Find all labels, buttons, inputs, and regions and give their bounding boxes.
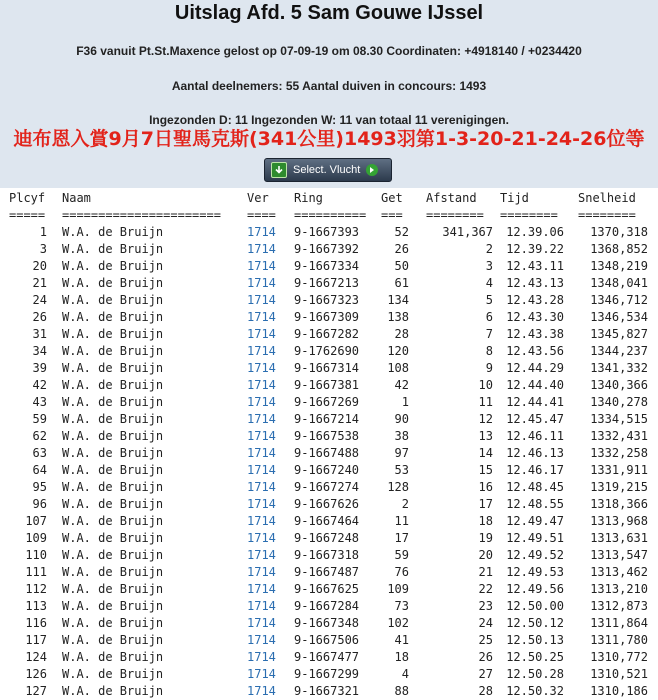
col-plcyf: Plcyf xyxy=(9,191,46,205)
table-row xyxy=(0,309,658,326)
underline-ring: ========== xyxy=(294,208,367,222)
cell-ver-link[interactable]: 1714 xyxy=(247,480,276,494)
cell-plcyf: 111 xyxy=(25,565,47,579)
cell-ring: 9-1762690 xyxy=(294,344,360,358)
cell-plcyf: 39 xyxy=(32,361,47,375)
cell-snelheid: 1332,431 xyxy=(590,429,648,443)
table-row xyxy=(0,649,658,666)
cell-plcyf: 124 xyxy=(25,650,47,664)
cell-get: 102 xyxy=(387,616,409,630)
cell-naam: W.A. de Bruijn xyxy=(62,684,164,698)
underline-plcyf: ===== xyxy=(9,208,46,222)
cell-snelheid: 1332,258 xyxy=(590,446,648,460)
cell-get: 4 xyxy=(401,667,409,681)
underline-afstand: ======== xyxy=(426,208,484,222)
cell-snelheid: 1370,318 xyxy=(590,225,648,239)
cell-naam: W.A. de Bruijn xyxy=(62,599,164,613)
cell-snelheid: 1340,366 xyxy=(590,378,648,392)
cell-afstand: 11 xyxy=(478,395,493,409)
cell-ring: 9-1667309 xyxy=(294,310,360,324)
col-naam: Naam xyxy=(62,191,91,205)
cell-plcyf: 26 xyxy=(32,310,47,324)
cell-get: 28 xyxy=(394,327,409,341)
cell-ring: 9-1667282 xyxy=(294,327,360,341)
table-row xyxy=(0,360,658,377)
cell-tijd: 12.46.13 xyxy=(506,446,564,460)
cell-ver-link[interactable]: 1714 xyxy=(247,225,276,239)
cell-naam: W.A. de Bruijn xyxy=(62,582,164,596)
cell-ring: 9-1667240 xyxy=(294,463,360,477)
cell-afstand: 26 xyxy=(478,650,493,664)
cell-get: 97 xyxy=(394,446,409,460)
cell-naam: W.A. de Bruijn xyxy=(62,633,164,647)
cell-get: 128 xyxy=(387,480,409,494)
cell-plcyf: 110 xyxy=(25,548,47,562)
cell-afstand: 24 xyxy=(478,616,493,630)
cell-naam: W.A. de Bruijn xyxy=(62,412,164,426)
cell-plcyf: 127 xyxy=(25,684,47,698)
cell-snelheid: 1310,521 xyxy=(590,667,648,681)
cell-ver-link[interactable]: 1714 xyxy=(247,548,276,562)
cell-snelheid: 1313,547 xyxy=(590,548,648,562)
cell-ring: 9-1667625 xyxy=(294,582,360,596)
cell-snelheid: 1311,780 xyxy=(590,633,648,647)
cell-plcyf: 20 xyxy=(32,259,47,273)
cell-ver-link[interactable]: 1714 xyxy=(247,650,276,664)
page-title: Uitslag Afd. 5 Sam Gouwe IJssel xyxy=(174,2,484,24)
cell-afstand: 28 xyxy=(478,684,493,698)
cell-get: 52 xyxy=(394,225,409,239)
cell-afstand: 23 xyxy=(478,599,493,613)
cell-naam: W.A. de Bruijn xyxy=(62,480,164,494)
cell-ver-link[interactable]: 1714 xyxy=(247,565,276,579)
cell-tijd: 12.43.13 xyxy=(506,276,564,290)
table-row xyxy=(0,666,658,683)
clubs-info: Ingezonden D: 11 Ingezonden W: 11 van totaal 11 verenigingen. xyxy=(149,113,509,127)
cell-ring: 9-1667393 xyxy=(294,225,360,239)
table-row xyxy=(0,258,658,275)
table-body xyxy=(0,224,658,700)
col-afstand: Afstand xyxy=(426,191,477,205)
cell-get: 38 xyxy=(394,429,409,443)
underline-ver: ==== xyxy=(247,208,276,222)
cell-afstand: 10 xyxy=(478,378,493,392)
cell-plcyf: 109 xyxy=(25,531,47,545)
cell-afstand: 5 xyxy=(485,293,493,307)
cell-afstand: 19 xyxy=(478,531,493,545)
cell-naam: W.A. de Bruijn xyxy=(62,276,164,290)
cell-afstand: 8 xyxy=(485,344,493,358)
table-row xyxy=(0,394,658,411)
cell-ver-link[interactable]: 1714 xyxy=(247,344,276,358)
cell-get: 134 xyxy=(387,293,409,307)
cell-ver-link[interactable]: 1714 xyxy=(247,633,276,647)
cell-ring: 9-1667321 xyxy=(294,684,360,698)
select-flight-label: Select. Vlucht xyxy=(293,164,361,176)
cell-ring: 9-1667477 xyxy=(294,650,360,664)
cell-get: 50 xyxy=(394,259,409,273)
cell-snelheid: 1346,712 xyxy=(590,293,648,307)
cell-naam: W.A. de Bruijn xyxy=(62,293,164,307)
cell-plcyf: 34 xyxy=(32,344,47,358)
cell-plcyf: 107 xyxy=(25,514,47,528)
table-row xyxy=(0,326,658,343)
underline-snelheid: ======== xyxy=(578,208,636,222)
cell-plcyf: 31 xyxy=(32,327,47,341)
cell-plcyf: 64 xyxy=(32,463,47,477)
cell-ver-link[interactable]: 1714 xyxy=(247,599,276,613)
cell-plcyf: 3 xyxy=(39,242,47,256)
cell-snelheid: 1319,215 xyxy=(590,480,648,494)
cell-plcyf: 63 xyxy=(32,446,47,460)
cell-ring: 9-1667269 xyxy=(294,395,360,409)
cell-naam: W.A. de Bruijn xyxy=(62,463,164,477)
cell-afstand: 2 xyxy=(485,242,493,256)
cell-naam: W.A. de Bruijn xyxy=(62,344,164,358)
cell-snelheid: 1313,968 xyxy=(590,514,648,528)
table-row xyxy=(0,428,658,445)
table-row xyxy=(0,241,658,258)
cell-ring: 9-1667314 xyxy=(294,361,360,375)
cell-ring: 9-1667284 xyxy=(294,599,360,613)
cell-tijd: 12.48.45 xyxy=(506,480,564,494)
cell-naam: W.A. de Bruijn xyxy=(62,395,164,409)
cell-ver-link[interactable]: 1714 xyxy=(247,361,276,375)
cell-get: 138 xyxy=(387,310,409,324)
cell-snelheid: 1331,911 xyxy=(590,463,648,477)
cell-get: 76 xyxy=(394,565,409,579)
table-row xyxy=(0,275,658,292)
flight-info: F36 vanuit Pt.St.Maxence gelost op 07-09-19 om 08.30 Coordinaten: +4918140 / +0234420 xyxy=(76,44,582,58)
cell-ver-link[interactable]: 1714 xyxy=(247,514,276,528)
cell-afstand: 27 xyxy=(478,667,493,681)
cell-ring: 9-1667464 xyxy=(294,514,360,528)
cell-tijd: 12.39.06 xyxy=(506,225,564,239)
table-header-row xyxy=(0,190,658,207)
cell-ver-link[interactable]: 1714 xyxy=(247,293,276,307)
cell-tijd: 12.50.32 xyxy=(506,684,564,698)
table-row xyxy=(0,224,658,241)
cell-ver-link[interactable]: 1714 xyxy=(247,259,276,273)
cell-tijd: 12.45.47 xyxy=(506,412,564,426)
cell-afstand: 6 xyxy=(485,310,493,324)
cell-snelheid: 1348,219 xyxy=(590,259,648,273)
cell-tijd: 12.50.28 xyxy=(506,667,564,681)
cell-get: 53 xyxy=(394,463,409,477)
cell-plcyf: 112 xyxy=(25,582,47,596)
cell-naam: W.A. de Bruijn xyxy=(62,310,164,324)
table-row xyxy=(0,462,658,479)
cell-ver-link[interactable]: 1714 xyxy=(247,582,276,596)
cell-afstand: 4 xyxy=(485,276,493,290)
cell-ring: 9-1667213 xyxy=(294,276,360,290)
cell-tijd: 12.50.00 xyxy=(506,599,564,613)
cell-afstand: 9 xyxy=(485,361,493,375)
cell-afstand: 15 xyxy=(478,463,493,477)
cell-naam: W.A. de Bruijn xyxy=(62,497,164,511)
cell-get: 120 xyxy=(387,344,409,358)
cell-ring: 9-1667214 xyxy=(294,412,360,426)
cell-afstand: 16 xyxy=(478,480,493,494)
cell-afstand: 25 xyxy=(478,633,493,647)
cell-afstand: 18 xyxy=(478,514,493,528)
cell-snelheid: 1318,366 xyxy=(590,497,648,511)
cell-naam: W.A. de Bruijn xyxy=(62,225,164,239)
cell-ring: 9-1667538 xyxy=(294,429,360,443)
cell-ver-link[interactable]: 1714 xyxy=(247,616,276,630)
cell-afstand: 20 xyxy=(478,548,493,562)
cell-afstand: 17 xyxy=(478,497,493,511)
cell-get: 61 xyxy=(394,276,409,290)
table-row xyxy=(0,411,658,428)
cell-get: 41 xyxy=(394,633,409,647)
cell-naam: W.A. de Bruijn xyxy=(62,327,164,341)
cell-plcyf: 24 xyxy=(32,293,47,307)
table-header-underline xyxy=(0,207,658,224)
cell-snelheid: 1311,864 xyxy=(590,616,648,630)
cell-tijd: 12.49.47 xyxy=(506,514,564,528)
cell-tijd: 12.43.38 xyxy=(506,327,564,341)
cell-tijd: 12.43.11 xyxy=(506,259,564,273)
participants-info: Aantal deelnemers: 55 Aantal duiven in concours: 1493 xyxy=(171,79,487,93)
cell-naam: W.A. de Bruijn xyxy=(62,650,164,664)
cell-afstand: 341,367 xyxy=(442,225,493,239)
underline-tijd: ======== xyxy=(500,208,558,222)
cell-ring: 9-1667506 xyxy=(294,633,360,647)
cell-ring: 9-1667381 xyxy=(294,378,360,392)
cell-plcyf: 62 xyxy=(32,429,47,443)
cell-ring: 9-1667626 xyxy=(294,497,360,511)
cell-afstand: 7 xyxy=(485,327,493,341)
cell-plcyf: 116 xyxy=(25,616,47,630)
chinese-note: 迪布恩入賞9月7日聖馬克斯(341公里)1493羽第1-3-20-21-24-26位等 xyxy=(13,128,645,150)
cell-plcyf: 59 xyxy=(32,412,47,426)
cell-tijd: 12.49.53 xyxy=(506,565,564,579)
underline-get: === xyxy=(381,208,403,222)
cell-get: 18 xyxy=(394,650,409,664)
cell-afstand: 13 xyxy=(478,429,493,443)
col-tijd: Tijd xyxy=(500,191,529,205)
cell-tijd: 12.49.52 xyxy=(506,548,564,562)
cell-ring: 9-1667274 xyxy=(294,480,360,494)
cell-get: 26 xyxy=(394,242,409,256)
col-ring: Ring xyxy=(294,191,323,205)
cell-afstand: 21 xyxy=(478,565,493,579)
table-row xyxy=(0,564,658,581)
table-row xyxy=(0,581,658,598)
table-row xyxy=(0,513,658,530)
cell-ring: 9-1667248 xyxy=(294,531,360,545)
cell-ver-link[interactable]: 1714 xyxy=(247,412,276,426)
arrow-right-icon xyxy=(366,164,378,176)
cell-ver-link[interactable]: 1714 xyxy=(247,378,276,392)
cell-tijd: 12.50.13 xyxy=(506,633,564,647)
cell-get: 59 xyxy=(394,548,409,562)
cell-ring: 9-1667487 xyxy=(294,565,360,579)
col-get: Get xyxy=(381,191,403,205)
cell-tijd: 12.43.28 xyxy=(506,293,564,307)
cell-ver-link[interactable]: 1714 xyxy=(247,531,276,545)
select-flight-button[interactable] xyxy=(264,158,392,182)
cell-afstand: 3 xyxy=(485,259,493,273)
cell-tijd: 12.43.56 xyxy=(506,344,564,358)
cell-get: 109 xyxy=(387,582,409,596)
cell-tijd: 12.49.51 xyxy=(506,531,564,545)
cell-plcyf: 113 xyxy=(25,599,47,613)
cell-ring: 9-1667323 xyxy=(294,293,360,307)
cell-tijd: 12.49.56 xyxy=(506,582,564,596)
cell-snelheid: 1345,827 xyxy=(590,327,648,341)
cell-plcyf: 43 xyxy=(32,395,47,409)
cell-afstand: 22 xyxy=(478,582,493,596)
cell-tijd: 12.46.17 xyxy=(506,463,564,477)
cell-afstand: 12 xyxy=(478,412,493,426)
table-row xyxy=(0,632,658,649)
cell-tijd: 12.46.11 xyxy=(506,429,564,443)
cell-tijd: 12.44.40 xyxy=(506,378,564,392)
cell-ver-link[interactable]: 1714 xyxy=(247,497,276,511)
table-row xyxy=(0,343,658,360)
table-row xyxy=(0,683,658,700)
cell-snelheid: 1348,041 xyxy=(590,276,648,290)
cell-snelheid: 1340,278 xyxy=(590,395,648,409)
cell-ring: 9-1667318 xyxy=(294,548,360,562)
table-row xyxy=(0,479,658,496)
table-row xyxy=(0,530,658,547)
underline-naam: ====================== xyxy=(62,208,221,222)
cell-plcyf: 95 xyxy=(32,480,47,494)
cell-snelheid: 1310,772 xyxy=(590,650,648,664)
cell-ring: 9-1667348 xyxy=(294,616,360,630)
cell-naam: W.A. de Bruijn xyxy=(62,667,164,681)
cell-naam: W.A. de Bruijn xyxy=(62,429,164,443)
cell-naam: W.A. de Bruijn xyxy=(62,242,164,256)
cell-tijd: 12.44.29 xyxy=(506,361,564,375)
cell-ver-link[interactable]: 1714 xyxy=(247,429,276,443)
table-row xyxy=(0,615,658,632)
cell-get: 2 xyxy=(401,497,409,511)
cell-ver-link[interactable]: 1714 xyxy=(247,242,276,256)
cell-get: 73 xyxy=(394,599,409,613)
cell-plcyf: 117 xyxy=(25,633,47,647)
cell-tijd: 12.43.30 xyxy=(506,310,564,324)
cell-ver-link[interactable]: 1714 xyxy=(247,276,276,290)
cell-snelheid: 1368,852 xyxy=(590,242,648,256)
download-icon xyxy=(271,162,287,178)
cell-ring: 9-1667488 xyxy=(294,446,360,460)
cell-naam: W.A. de Bruijn xyxy=(62,259,164,273)
cell-naam: W.A. de Bruijn xyxy=(62,548,164,562)
table-row xyxy=(0,547,658,564)
cell-ver-link[interactable]: 1714 xyxy=(247,327,276,341)
table-row xyxy=(0,292,658,309)
cell-ver-link[interactable]: 1714 xyxy=(247,395,276,409)
cell-tijd: 12.50.25 xyxy=(506,650,564,664)
cell-get: 90 xyxy=(394,412,409,426)
cell-get: 1 xyxy=(401,395,409,409)
cell-naam: W.A. de Bruijn xyxy=(62,616,164,630)
cell-snelheid: 1344,237 xyxy=(590,344,648,358)
cell-naam: W.A. de Bruijn xyxy=(62,531,164,545)
cell-snelheid: 1313,631 xyxy=(590,531,648,545)
cell-ver-link[interactable]: 1714 xyxy=(247,684,276,698)
cell-snelheid: 1313,462 xyxy=(590,565,648,579)
cell-snelheid: 1312,873 xyxy=(590,599,648,613)
cell-tijd: 12.50.12 xyxy=(506,616,564,630)
table-row xyxy=(0,598,658,615)
cell-snelheid: 1310,186 xyxy=(590,684,648,698)
cell-tijd: 12.39.22 xyxy=(506,242,564,256)
cell-naam: W.A. de Bruijn xyxy=(62,361,164,375)
cell-ver-link[interactable]: 1714 xyxy=(247,310,276,324)
cell-ver-link[interactable]: 1714 xyxy=(247,667,276,681)
results-table xyxy=(0,190,658,700)
cell-get: 17 xyxy=(394,531,409,545)
table-row xyxy=(0,377,658,394)
col-ver: Ver xyxy=(247,191,269,205)
table-row xyxy=(0,445,658,462)
cell-snelheid: 1334,515 xyxy=(590,412,648,426)
cell-get: 11 xyxy=(394,514,409,528)
cell-snelheid: 1346,534 xyxy=(590,310,648,324)
col-snelheid: Snelheid xyxy=(578,191,636,205)
cell-naam: W.A. de Bruijn xyxy=(62,446,164,460)
cell-naam: W.A. de Bruijn xyxy=(62,565,164,579)
cell-ring: 9-1667299 xyxy=(294,667,360,681)
table-row xyxy=(0,496,658,513)
cell-snelheid: 1313,210 xyxy=(590,582,648,596)
cell-plcyf: 1 xyxy=(39,225,47,239)
cell-get: 42 xyxy=(394,378,409,392)
cell-get: 88 xyxy=(394,684,409,698)
cell-afstand: 14 xyxy=(478,446,493,460)
cell-ring: 9-1667392 xyxy=(294,242,360,256)
cell-plcyf: 42 xyxy=(32,378,47,392)
header-panel xyxy=(0,0,658,188)
cell-plcyf: 96 xyxy=(32,497,47,511)
cell-get: 108 xyxy=(387,361,409,375)
cell-ver-link[interactable]: 1714 xyxy=(247,446,276,460)
cell-plcyf: 126 xyxy=(25,667,47,681)
cell-ring: 9-1667334 xyxy=(294,259,360,273)
cell-naam: W.A. de Bruijn xyxy=(62,378,164,392)
cell-snelheid: 1341,332 xyxy=(590,361,648,375)
cell-tijd: 12.44.41 xyxy=(506,395,564,409)
cell-plcyf: 21 xyxy=(32,276,47,290)
cell-naam: W.A. de Bruijn xyxy=(62,514,164,528)
cell-ver-link[interactable]: 1714 xyxy=(247,463,276,477)
cell-tijd: 12.48.55 xyxy=(506,497,564,511)
